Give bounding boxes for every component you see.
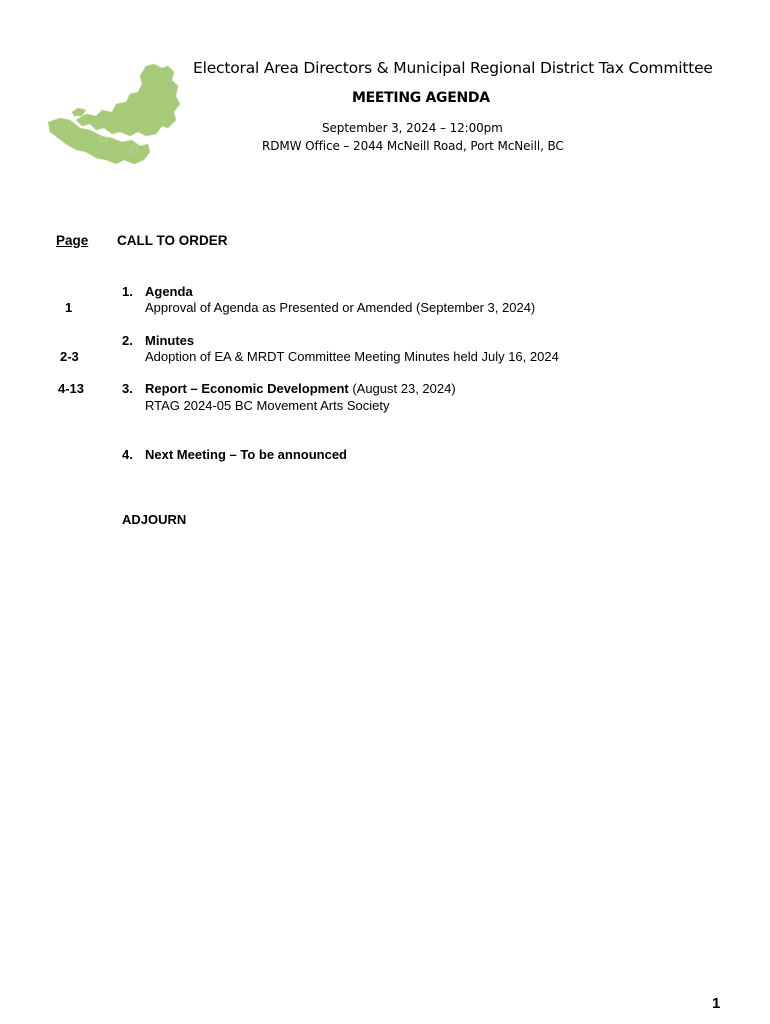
item-4-title: Next Meeting – To be announced bbox=[145, 447, 348, 462]
call-to-order: CALL TO ORDER bbox=[117, 233, 228, 248]
item-2-title: Minutes bbox=[145, 333, 195, 348]
item-3-number: 3. bbox=[122, 381, 133, 396]
item-1-title: Agenda bbox=[145, 284, 193, 299]
region-map-logo bbox=[46, 62, 186, 166]
item-1-number: 1. bbox=[122, 284, 133, 299]
meeting-date-time: September 3, 2024 – 12:00pm bbox=[322, 121, 503, 135]
item-3-description: RTAG 2024-05 BC Movement Arts Society bbox=[145, 398, 390, 413]
item-4-number: 4. bbox=[122, 447, 133, 462]
item-1-pages: 1 bbox=[65, 300, 73, 315]
committee-title: Electoral Area Directors & Municipal Regional District Tax Committee bbox=[193, 59, 713, 77]
page-column-heading: Page bbox=[56, 233, 89, 248]
agenda-heading: MEETING AGENDA bbox=[352, 90, 490, 106]
item-2-number: 2. bbox=[122, 333, 133, 348]
page-number: 1 bbox=[712, 995, 721, 1012]
meeting-location: RDMW Office – 2044 McNeill Road, Port McNeill, BC bbox=[262, 139, 564, 153]
adjourn: ADJOURN bbox=[122, 512, 187, 527]
item-3-pages: 4-13 bbox=[58, 381, 85, 396]
item-2-description: Adoption of EA & MRDT Committee Meeting Minutes held July 16, 2024 bbox=[145, 349, 559, 364]
item-3-title: Report – Economic Development (August 23, 2024) bbox=[145, 381, 456, 396]
item-1-description: Approval of Agenda as Presented or Amended (September 3, 2024) bbox=[145, 300, 536, 315]
item-2-pages: 2-3 bbox=[60, 349, 79, 364]
